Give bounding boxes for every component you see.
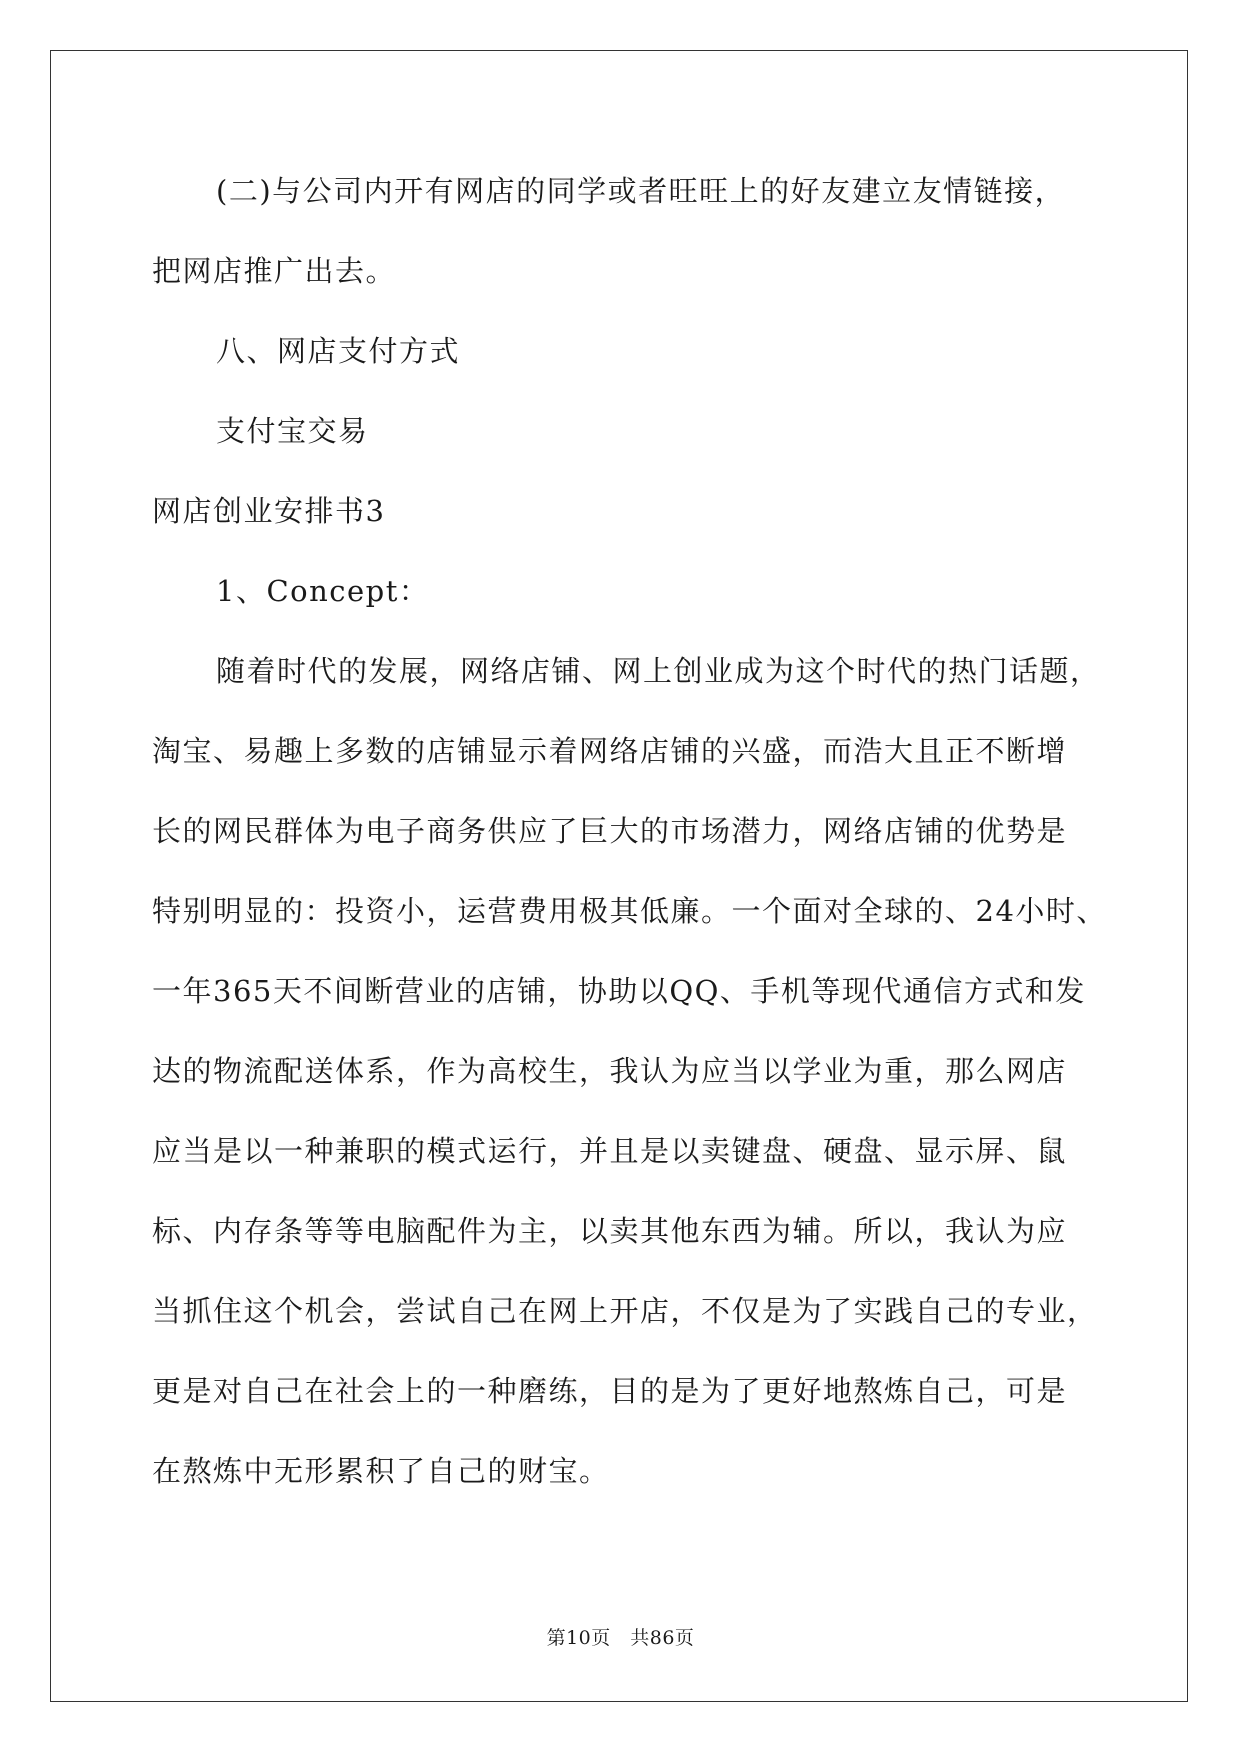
page-number-footer: 第10页 共86页 (546, 1627, 695, 1649)
paragraph-line: 长的网民群体为电子商务供应了巨大的市场潜力，网络店铺的优势是 (152, 814, 1068, 848)
paragraph-line: 特别明显的：投资小，运营费用极其低廉。一个面对全球的、24小时、 (152, 894, 1107, 928)
paragraph-line: (二)与公司内开有网店的同学或者旺旺上的好友建立友情链接， (216, 174, 1066, 208)
paragraph-line: 当抓住这个机会，尝试自己在网上开店，不仅是为了实践自己的专业， (152, 1294, 1098, 1328)
paragraph-line: 应当是以一种兼职的模式运行，并且是以卖键盘、硬盘、显示屏、鼠 (152, 1134, 1068, 1168)
paragraph-line: 更是对自己在社会上的一种磨练，目的是为了更好地熬炼自己，可是 (152, 1374, 1068, 1408)
paragraph-line: 一年365天不间断营业的店铺，协助以QQ、手机等现代通信方式和发 (152, 974, 1086, 1008)
paragraph-line: 标、内存条等等电脑配件为主，以卖其他东西为辅。所以，我认为应 (152, 1214, 1068, 1248)
paragraph-line: 在熬炼中无形累积了自己的财宝。 (152, 1454, 610, 1488)
section-heading: 1、Concept： (216, 574, 430, 608)
paragraph-line: 支付宝交易 (216, 414, 369, 448)
paragraph-line: 达的物流配送体系，作为高校生，我认为应当以学业为重，那么网店 (152, 1054, 1068, 1088)
paragraph-line: 淘宝、易趣上多数的店铺显示着网络店铺的兴盛，而浩大且正不断增 (152, 734, 1068, 768)
section-heading: 八、网店支付方式 (216, 334, 461, 368)
document-title: 网店创业安排书3 (152, 494, 386, 528)
paragraph-line: 随着时代的发展，网络店铺、网上创业成为这个时代的热门话题， (216, 654, 1101, 688)
paragraph-line: 把网店推广出去。 (152, 254, 397, 288)
